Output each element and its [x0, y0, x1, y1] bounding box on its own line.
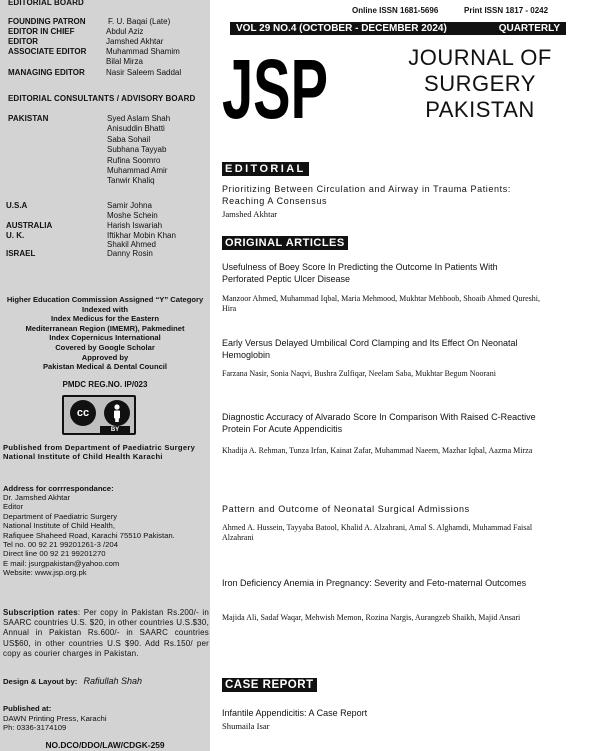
jsp-logo-text: JSP [222, 42, 328, 136]
cc-icon: cc [70, 400, 96, 426]
country-advisor-name: Harish Iswariah [107, 221, 163, 230]
consultants-heading: EDITORIAL CONSULTANTS / ADVISORY BOARD [8, 94, 196, 103]
article-authors: Majida Ali, Sadaf Waqar, Mehwish Memon, Rozina Nargis, Aurangzeb Shaikh, Majid Ansari [222, 613, 521, 622]
country-advisor-name: Danny Rosin [107, 249, 153, 258]
country-advisor-name: Moshe Schein [107, 211, 158, 220]
address-line: Tel no. 00 92 21 99201261-3 /204 [3, 540, 118, 550]
designer-name: Rafiullah Shah [83, 676, 143, 686]
printer-block [3, 714, 209, 733]
editorial-board-heading: EDITORIAL BOARD [8, 0, 84, 7]
country-pakistan: PAKISTAN [8, 114, 49, 123]
design-label: Design & Layout by: [3, 677, 78, 686]
role-value: F. U. Baqai (Late) [108, 17, 171, 26]
volume-info: VOL 29 NO.4 (OCTOBER - DECEMBER 2024) [236, 23, 447, 34]
advisor-name: Anisuddin Bhatti [107, 124, 165, 134]
article-title[interactable]: Usefulness of Boey Score In Predicting the Outcome In Patients With Perforated Peptic Ulcer Disease [222, 262, 498, 284]
address-line: Dr. Jamshed Akhtar [3, 493, 71, 502]
editorial-authors: Jamshed Akhtar [222, 209, 278, 219]
role-value: Nasir Saleem Saddal [106, 68, 182, 77]
country-advisor-name: Iftikhar Mobin Khan [107, 231, 176, 240]
indexing-line: Index Medicus for the Eastern [50, 314, 160, 324]
design-credit [3, 677, 209, 686]
indexing-block [0, 295, 210, 372]
case-report-authors: Shumaila Isar [222, 721, 270, 731]
cc-by-label: BY [100, 426, 130, 434]
advisor-name: Rufina Soomro [107, 155, 161, 165]
indexing-line: Covered by Google Scholar [55, 342, 155, 352]
jsp-logo [222, 34, 342, 136]
article-authors: Khadija A. Rehman, Tunza Irfan, Kainat Zafar, Muhammad Naeem, Mazhar Iqbal, Aazma Mirza [222, 446, 533, 455]
advisor-name: Subhana Tayyab [107, 145, 167, 155]
address-line: Editor [3, 502, 24, 512]
address-heading: Address for corrrespondance: [3, 484, 114, 493]
printer-line: DAWN Printing Press, Karachi [3, 714, 107, 723]
role-label: EDITOR [8, 37, 39, 46]
dco-number: NO.DCO/DDO/LAW/CDGK-259 [45, 740, 165, 750]
attribution-icon [104, 400, 130, 426]
address-line: E mail: jsurgpakistan@yahoo.com [3, 558, 120, 568]
section-original-articles: ORIGINAL ARTICLES [222, 236, 348, 250]
editorial-title[interactable]: Prioritizing Between Circulation and Airway in Trauma Patients: Reaching A Consensus [222, 184, 511, 206]
advisor-name: Tanwir Khaliq [107, 176, 155, 186]
role-value: Abdul Aziz [106, 27, 144, 36]
advisor-name: Muhammad Amir [107, 166, 168, 176]
print-issn: Print ISSN 1817 - 0242 [464, 6, 549, 15]
article-title[interactable]: Pattern and Outcome of Neonatal Surgical Admissions [222, 504, 470, 514]
published-from-line: Published from Department of Paediatric Surgery [3, 443, 196, 452]
indexing-line: Mediterranean Region (IMEMR), Pakmedinet [25, 323, 185, 333]
role-label: ASSOCIATE EDITOR [8, 47, 87, 56]
advisor-name: Syed Aslam Shah [107, 114, 171, 123]
frequency: QUARTERLY [498, 23, 560, 34]
address-line: Rafiquee Shaheed Road, Karachi 75510 Pakistan. [3, 530, 175, 540]
section-editorial: EDITORIAL [222, 162, 309, 176]
printer-line: Ph: 0336-3174109 [3, 723, 67, 733]
country-label: AUSTRALIA [6, 221, 53, 230]
published-from [3, 443, 209, 462]
published-at-label: Published at: [3, 704, 52, 713]
article-authors: Farzana Nasir, Sonia Naqvi, Bushra Zulfiqar, Neelam Saba, Mukhtar Begum Noorani [222, 369, 496, 378]
article-authors: Ahmed A. Hussein, Tayyaba Batool, Khalid A. Alzahrani, Amal S. Alghamdi, Muhammad Faisal Alzahrani [222, 523, 533, 543]
subscription-text: : Per copy in Pakistan Rs.200/- in SAARC countries U.S. $20, in other countries U.S.$30, Annual in Pakistan Rs.600/- in SAARC countries US$60, in other countries U.S $90. Add Rs.150/ per copy as courier charges in Pakistan. [3, 608, 210, 658]
published-from-line: National Institute of Child Health Karachi [3, 452, 163, 462]
indexing-line: Higher Education Commission Assigned “Y” Category [6, 295, 204, 304]
online-issn: Online ISSN 1681-5696 [352, 6, 439, 15]
article-title[interactable]: Early Versus Delayed Umbilical Cord Clamping and Its Effect On Neonatal Hemoglobin [222, 338, 518, 360]
journal-title-line: JOURNAL OF [408, 45, 552, 70]
role-label: EDITOR IN CHIEF [8, 27, 75, 36]
subscription-label: Subscription rates [3, 608, 78, 617]
section-case-report: CASE REPORT [222, 678, 317, 692]
indexing-line: Approved by [81, 352, 129, 362]
journal-title-line: PAKISTAN [425, 97, 535, 122]
article-title[interactable]: Iron Deficiency Anemia in Pregnancy: Severity and Feto-maternal Outcomes [222, 578, 527, 588]
role-value: Jamshed Akhtar [106, 37, 164, 46]
journal-title-line: SURGERY [424, 71, 536, 96]
pmdc-reg: PMDC REG.NO. IP/023 [62, 380, 148, 389]
role-label: FOUNDING PATRON [8, 17, 86, 26]
address-line: Department of Paediatric Surgery [3, 511, 118, 521]
creative-commons-logo [62, 395, 136, 435]
advisor-name: Saba Sohail [107, 134, 151, 144]
role-label: MANAGING EDITOR [8, 68, 85, 77]
pakistan-name-list [107, 114, 170, 187]
article-title[interactable]: Diagnostic Accuracy of Alvarado Score In Comparison With Raised C-Reactive Protein For Acute Appendicitis [222, 412, 536, 434]
role-value: Muhammad Shamim [106, 47, 180, 56]
address-line: Website: www.jsp.org.pk [3, 568, 87, 578]
case-report-title[interactable]: Infantile Appendicitis: A Case Report [222, 708, 368, 718]
country-label: ISRAEL [6, 249, 36, 258]
country-label: U.S.A [6, 201, 28, 210]
article-authors: Manzoor Ahmed, Muhammad Iqbal, Maria Mehmood, Mukhtar Mehboob, Shoaib Ahmed Qureshi, Hira [222, 294, 540, 314]
country-advisor-name: Samir Johna [107, 201, 152, 210]
role-value: Bilal Mirza [106, 57, 143, 66]
address-line: Direct line 00 92 21 99201270 [3, 549, 106, 559]
indexing-line: Pakistan Medical & Dental Council [42, 362, 168, 372]
country-advisor-name: Shakil Ahmed [107, 240, 156, 249]
address-line: National Institute of Child Health, [3, 521, 115, 531]
indexing-line: Indexed with [82, 304, 128, 314]
country-label: U. K. [6, 231, 25, 240]
address-block [3, 493, 209, 578]
indexing-line: Index Copernicus International [49, 333, 161, 343]
subscription-rates [3, 608, 209, 659]
sidebar [0, 0, 210, 751]
